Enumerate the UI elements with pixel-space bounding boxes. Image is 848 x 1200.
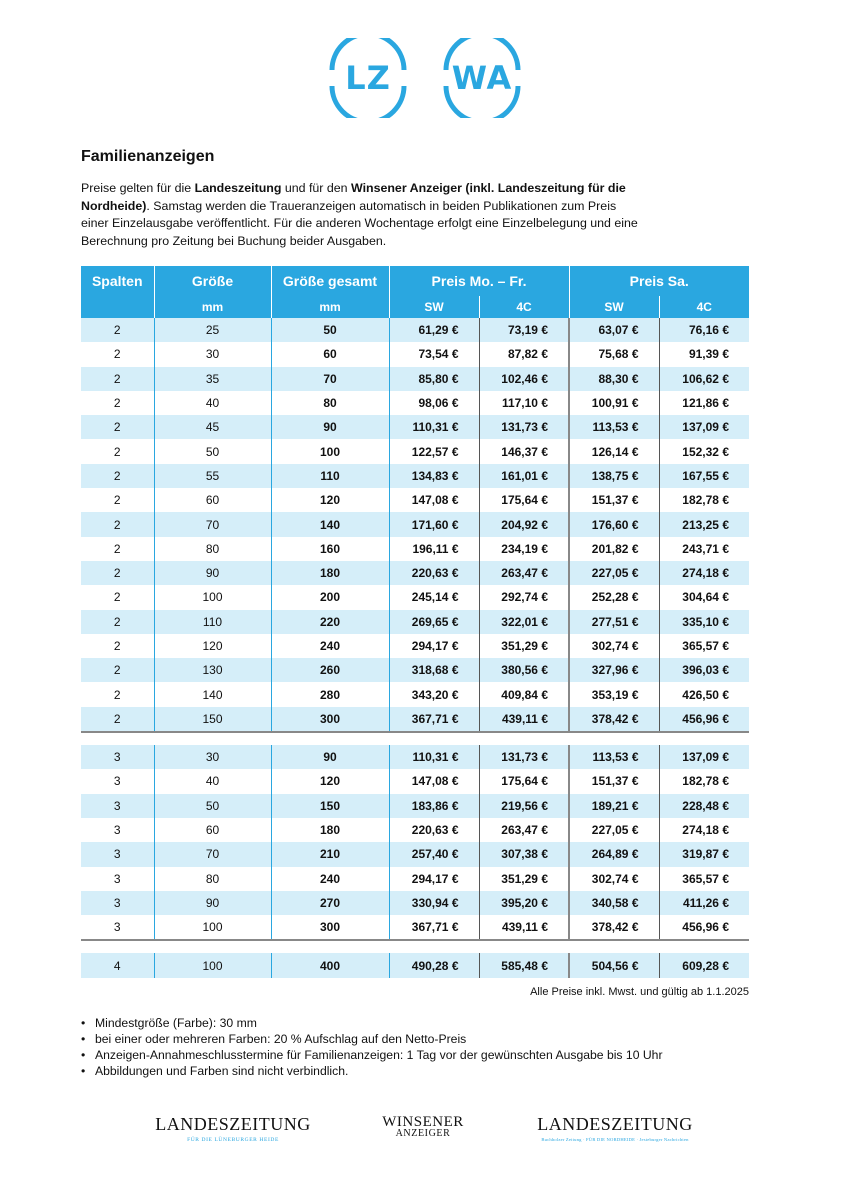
- cell-groesse: 40: [154, 769, 271, 793]
- table-row: [81, 915, 749, 940]
- cell-mofr-sw: 490,28 €: [389, 953, 479, 977]
- subheader-4c: 4C: [479, 296, 569, 318]
- table-row: [81, 367, 749, 391]
- table-row: [81, 842, 749, 866]
- cell-sa-4c: 365,57 €: [659, 867, 749, 891]
- list-item: • Abbildungen und Farben sind nicht verbindlich.: [81, 1063, 663, 1079]
- cell-sa-4c: 167,55 €: [659, 464, 749, 488]
- cell-mofr-4c: 117,10 €: [479, 391, 569, 415]
- footer-logo-subtitle: Buchholzer Zeitung · FÜR DIE NORDHEIDE · Jesteburger Nachrichten: [541, 1137, 689, 1142]
- cell-sa-sw: 264,89 €: [569, 842, 659, 866]
- cell-spalten: 2: [81, 464, 154, 488]
- header-preis-sa: Preis Sa.: [569, 266, 749, 296]
- table-row: [81, 585, 749, 609]
- table-row: [81, 610, 749, 634]
- cell-sa-sw: 113,53 €: [569, 745, 659, 769]
- table-row: [81, 512, 749, 536]
- cell-sa-4c: 396,03 €: [659, 658, 749, 682]
- cell-mofr-4c: 380,56 €: [479, 658, 569, 682]
- table-row: [81, 439, 749, 463]
- cell-groesse: 50: [154, 794, 271, 818]
- subheader-sw: SW: [569, 296, 659, 318]
- list-item: • Mindestgröße (Farbe): 30 mm: [81, 1015, 663, 1031]
- cell-sa-sw: 378,42 €: [569, 915, 659, 940]
- cell-mofr-4c: 175,64 €: [479, 488, 569, 512]
- subheader-4c: 4C: [659, 296, 749, 318]
- cell-groesse-gesamt: 300: [271, 707, 389, 732]
- footer-logo-landeszeitung-nordheide: [530, 1114, 700, 1142]
- footer-logo-title: WINSENER: [382, 1114, 464, 1130]
- cell-mofr-sw: 147,08 €: [389, 769, 479, 793]
- footer-logo-subtitle: FÜR DIE LÜNEBURGER HEIDE: [187, 1137, 279, 1143]
- cell-sa-sw: 327,96 €: [569, 658, 659, 682]
- cell-mofr-4c: 146,37 €: [479, 439, 569, 463]
- cell-groesse-gesamt: 70: [271, 367, 389, 391]
- footer-logo-subtitle: ANZEIGER: [395, 1128, 451, 1139]
- subheader-mm: mm: [154, 296, 271, 318]
- cell-sa-sw: 63,07 €: [569, 318, 659, 342]
- cell-groesse: 55: [154, 464, 271, 488]
- cell-groesse-gesamt: 240: [271, 634, 389, 658]
- cell-mofr-sw: 196,11 €: [389, 537, 479, 561]
- cell-sa-4c: 76,16 €: [659, 318, 749, 342]
- cell-mofr-4c: 161,01 €: [479, 464, 569, 488]
- cell-groesse: 110: [154, 610, 271, 634]
- cell-mofr-4c: 351,29 €: [479, 634, 569, 658]
- cell-groesse-gesamt: 180: [271, 818, 389, 842]
- cell-groesse: 100: [154, 585, 271, 609]
- cell-groesse: 150: [154, 707, 271, 732]
- cell-mofr-sw: 330,94 €: [389, 891, 479, 915]
- cell-spalten: 2: [81, 512, 154, 536]
- cell-mofr-4c: 263,47 €: [479, 561, 569, 585]
- cell-mofr-4c: 307,38 €: [479, 842, 569, 866]
- cell-mofr-sw: 367,71 €: [389, 707, 479, 732]
- cell-groesse-gesamt: 270: [271, 891, 389, 915]
- cell-spalten: 3: [81, 867, 154, 891]
- lz-logo-text: LZ: [345, 59, 391, 97]
- cell-groesse-gesamt: 90: [271, 415, 389, 439]
- cell-groesse: 30: [154, 745, 271, 769]
- cell-groesse: 80: [154, 867, 271, 891]
- cell-spalten: 2: [81, 537, 154, 561]
- cell-mofr-4c: 585,48 €: [479, 953, 569, 977]
- list-item: • bei einer oder mehreren Farben: 20 % Aufschlag auf den Netto-Preis: [81, 1031, 663, 1047]
- cell-sa-sw: 100,91 €: [569, 391, 659, 415]
- cell-mofr-sw: 85,80 €: [389, 367, 479, 391]
- cell-mofr-4c: 439,11 €: [479, 707, 569, 732]
- cell-mofr-sw: 269,65 €: [389, 610, 479, 634]
- intro-part: und für den: [281, 181, 351, 195]
- cell-spalten: 2: [81, 488, 154, 512]
- intro-text: [81, 180, 641, 250]
- cell-sa-4c: 182,78 €: [659, 769, 749, 793]
- cell-sa-sw: 252,28 €: [569, 585, 659, 609]
- wa-logo: [440, 38, 524, 118]
- cell-groesse-gesamt: 90: [271, 745, 389, 769]
- logo-bar: [0, 38, 848, 118]
- cell-sa-4c: 274,18 €: [659, 818, 749, 842]
- cell-sa-sw: 75,68 €: [569, 342, 659, 366]
- table-row: [81, 794, 749, 818]
- subheader-sw: SW: [389, 296, 479, 318]
- group-separator-cell: [81, 940, 749, 953]
- cell-mofr-4c: 131,73 €: [479, 415, 569, 439]
- cell-spalten: 2: [81, 342, 154, 366]
- cell-mofr-4c: 395,20 €: [479, 891, 569, 915]
- cell-groesse-gesamt: 120: [271, 488, 389, 512]
- cell-groesse-gesamt: 220: [271, 610, 389, 634]
- cell-groesse: 130: [154, 658, 271, 682]
- cell-groesse-gesamt: 240: [271, 867, 389, 891]
- cell-spalten: 3: [81, 915, 154, 940]
- cell-mofr-4c: 87,82 €: [479, 342, 569, 366]
- cell-sa-4c: 91,39 €: [659, 342, 749, 366]
- cell-groesse: 140: [154, 682, 271, 706]
- cell-mofr-4c: 131,73 €: [479, 745, 569, 769]
- cell-mofr-sw: 171,60 €: [389, 512, 479, 536]
- cell-groesse-gesamt: 60: [271, 342, 389, 366]
- wa-logo-text: WA: [451, 59, 513, 97]
- cell-groesse-gesamt: 80: [271, 391, 389, 415]
- cell-mofr-4c: 234,19 €: [479, 537, 569, 561]
- cell-mofr-4c: 351,29 €: [479, 867, 569, 891]
- cell-groesse-gesamt: 400: [271, 953, 389, 977]
- table-row: [81, 634, 749, 658]
- cell-sa-sw: 151,37 €: [569, 769, 659, 793]
- cell-sa-4c: 319,87 €: [659, 842, 749, 866]
- group-separator: [81, 940, 749, 953]
- cell-spalten: 3: [81, 818, 154, 842]
- cell-mofr-sw: 220,63 €: [389, 561, 479, 585]
- cell-groesse: 70: [154, 842, 271, 866]
- cell-mofr-4c: 292,74 €: [479, 585, 569, 609]
- lz-logo: [326, 38, 410, 118]
- cell-groesse-gesamt: 210: [271, 842, 389, 866]
- cell-spalten: 2: [81, 634, 154, 658]
- intro-part: . Samstag werden die Traueranzeigen automatisch in beiden Publikationen zum Preis einer Einzelausgabe veröffentlicht. Für die anderen Wochentage erfolgt eine Einzelbelegung und eine Berechnung pro Zeitung bei Buchung beider Ausgaben.: [81, 198, 638, 248]
- footer-logo-title: LANDESZEITUNG: [155, 1114, 311, 1134]
- cell-mofr-sw: 294,17 €: [389, 867, 479, 891]
- table-row: [81, 682, 749, 706]
- cell-mofr-sw: 61,29 €: [389, 318, 479, 342]
- cell-sa-sw: 340,58 €: [569, 891, 659, 915]
- cell-mofr-4c: 409,84 €: [479, 682, 569, 706]
- cell-mofr-sw: 257,40 €: [389, 842, 479, 866]
- cell-mofr-sw: 147,08 €: [389, 488, 479, 512]
- table-row: [81, 318, 749, 342]
- intro-bold-lz: Landeszeitung: [194, 181, 282, 195]
- cell-sa-4c: 609,28 €: [659, 953, 749, 977]
- cell-groesse-gesamt: 110: [271, 464, 389, 488]
- cell-mofr-sw: 110,31 €: [389, 745, 479, 769]
- price-table: [81, 266, 749, 978]
- cell-sa-sw: 151,37 €: [569, 488, 659, 512]
- cell-sa-sw: 176,60 €: [569, 512, 659, 536]
- cell-spalten: 2: [81, 439, 154, 463]
- cell-groesse: 30: [154, 342, 271, 366]
- cell-groesse: 60: [154, 818, 271, 842]
- footer-logo-winsener: [370, 1114, 476, 1139]
- cell-groesse-gesamt: 120: [271, 769, 389, 793]
- cell-sa-sw: 277,51 €: [569, 610, 659, 634]
- header-groesse: Größe: [154, 266, 271, 296]
- cell-sa-sw: 227,05 €: [569, 561, 659, 585]
- cell-sa-4c: 365,57 €: [659, 634, 749, 658]
- intro-part: Preise gelten für die: [81, 181, 195, 195]
- cell-mofr-4c: 175,64 €: [479, 769, 569, 793]
- cell-mofr-4c: 73,19 €: [479, 318, 569, 342]
- cell-sa-4c: 274,18 €: [659, 561, 749, 585]
- cell-mofr-sw: 183,86 €: [389, 794, 479, 818]
- cell-groesse: 120: [154, 634, 271, 658]
- header-spalten: Spalten: [81, 266, 154, 296]
- cell-groesse-gesamt: 100: [271, 439, 389, 463]
- cell-spalten: 2: [81, 561, 154, 585]
- cell-sa-sw: 189,21 €: [569, 794, 659, 818]
- cell-mofr-4c: 263,47 €: [479, 818, 569, 842]
- cell-spalten: 2: [81, 415, 154, 439]
- cell-groesse: 60: [154, 488, 271, 512]
- table-row: [81, 867, 749, 891]
- cell-spalten: 3: [81, 745, 154, 769]
- header-groesse-gesamt: Größe gesamt: [271, 266, 389, 296]
- cell-mofr-sw: 318,68 €: [389, 658, 479, 682]
- cell-groesse: 80: [154, 537, 271, 561]
- table-row: [81, 745, 749, 769]
- group-separator-cell: [81, 732, 749, 745]
- cell-spalten: 2: [81, 610, 154, 634]
- list-item: • Anzeigen-Annahmeschlusstermine für Familienanzeigen: 1 Tag vor der gewünschten Ausgabe bis 10 Uhr: [81, 1047, 663, 1063]
- cell-sa-4c: 137,09 €: [659, 745, 749, 769]
- group-separator: [81, 732, 749, 745]
- cell-sa-sw: 88,30 €: [569, 367, 659, 391]
- cell-mofr-sw: 73,54 €: [389, 342, 479, 366]
- cell-sa-sw: 302,74 €: [569, 867, 659, 891]
- subheader-mm: mm: [271, 296, 389, 318]
- cell-sa-sw: 201,82 €: [569, 537, 659, 561]
- cell-mofr-sw: 110,31 €: [389, 415, 479, 439]
- cell-sa-sw: 113,53 €: [569, 415, 659, 439]
- cell-mofr-4c: 102,46 €: [479, 367, 569, 391]
- cell-spalten: 3: [81, 769, 154, 793]
- cell-mofr-sw: 294,17 €: [389, 634, 479, 658]
- cell-mofr-sw: 367,71 €: [389, 915, 479, 940]
- cell-spalten: 3: [81, 842, 154, 866]
- cell-sa-sw: 138,75 €: [569, 464, 659, 488]
- cell-spalten: 2: [81, 391, 154, 415]
- price-table-body: [81, 318, 749, 978]
- cell-spalten: 3: [81, 794, 154, 818]
- cell-sa-sw: 378,42 €: [569, 707, 659, 732]
- cell-sa-4c: 182,78 €: [659, 488, 749, 512]
- cell-sa-4c: 426,50 €: [659, 682, 749, 706]
- footer-logo-landeszeitung: [150, 1114, 316, 1143]
- cell-sa-sw: 302,74 €: [569, 634, 659, 658]
- cell-sa-4c: 243,71 €: [659, 537, 749, 561]
- cell-groesse: 100: [154, 953, 271, 977]
- table-row: [81, 415, 749, 439]
- cell-mofr-4c: 219,56 €: [479, 794, 569, 818]
- cell-sa-4c: 152,32 €: [659, 439, 749, 463]
- table-row: [81, 464, 749, 488]
- footer-logo-title: LANDESZEITUNG: [537, 1114, 693, 1134]
- cell-mofr-sw: 98,06 €: [389, 391, 479, 415]
- cell-groesse-gesamt: 160: [271, 537, 389, 561]
- cell-groesse: 90: [154, 891, 271, 915]
- table-row: [81, 342, 749, 366]
- cell-sa-4c: 456,96 €: [659, 707, 749, 732]
- footer-logos: [0, 1114, 848, 1154]
- cell-sa-4c: 137,09 €: [659, 415, 749, 439]
- cell-spalten: 2: [81, 367, 154, 391]
- cell-groesse: 25: [154, 318, 271, 342]
- cell-sa-sw: 227,05 €: [569, 818, 659, 842]
- cell-groesse: 100: [154, 915, 271, 940]
- cell-mofr-4c: 439,11 €: [479, 915, 569, 940]
- table-row: [81, 891, 749, 915]
- header-preis-mofr: Preis Mo. – Fr.: [389, 266, 569, 296]
- cell-spalten: 2: [81, 658, 154, 682]
- cell-sa-sw: 353,19 €: [569, 682, 659, 706]
- cell-groesse-gesamt: 260: [271, 658, 389, 682]
- cell-groesse-gesamt: 300: [271, 915, 389, 940]
- table-row: [81, 488, 749, 512]
- cell-spalten: 4: [81, 953, 154, 977]
- cell-groesse: 45: [154, 415, 271, 439]
- cell-sa-sw: 126,14 €: [569, 439, 659, 463]
- cell-spalten: 2: [81, 585, 154, 609]
- cell-mofr-sw: 134,83 €: [389, 464, 479, 488]
- cell-mofr-sw: 343,20 €: [389, 682, 479, 706]
- table-row: [81, 769, 749, 793]
- cell-groesse-gesamt: 200: [271, 585, 389, 609]
- cell-sa-4c: 228,48 €: [659, 794, 749, 818]
- table-row: [81, 707, 749, 732]
- cell-groesse-gesamt: 50: [271, 318, 389, 342]
- cell-mofr-4c: 204,92 €: [479, 512, 569, 536]
- cell-groesse-gesamt: 150: [271, 794, 389, 818]
- cell-spalten: 2: [81, 682, 154, 706]
- cell-mofr-sw: 122,57 €: [389, 439, 479, 463]
- cell-sa-4c: 335,10 €: [659, 610, 749, 634]
- table-row: [81, 537, 749, 561]
- subheader-empty: [81, 296, 154, 318]
- table-row: [81, 818, 749, 842]
- cell-sa-4c: 304,64 €: [659, 585, 749, 609]
- cell-mofr-sw: 220,63 €: [389, 818, 479, 842]
- cell-groesse-gesamt: 280: [271, 682, 389, 706]
- cell-mofr-sw: 245,14 €: [389, 585, 479, 609]
- cell-groesse: 70: [154, 512, 271, 536]
- cell-sa-4c: 121,86 €: [659, 391, 749, 415]
- cell-groesse-gesamt: 180: [271, 561, 389, 585]
- cell-groesse: 40: [154, 391, 271, 415]
- cell-sa-4c: 213,25 €: [659, 512, 749, 536]
- cell-spalten: 3: [81, 891, 154, 915]
- cell-sa-4c: 106,62 €: [659, 367, 749, 391]
- cell-sa-4c: 411,26 €: [659, 891, 749, 915]
- cell-sa-4c: 456,96 €: [659, 915, 749, 940]
- table-row: [81, 953, 749, 977]
- cell-groesse-gesamt: 140: [271, 512, 389, 536]
- page-title: Familienanzeigen: [81, 148, 215, 165]
- cell-groesse: 90: [154, 561, 271, 585]
- price-note: Alle Preise inkl. Mwst. und gültig ab 1.1.2025: [530, 986, 749, 998]
- table-row: [81, 391, 749, 415]
- intro-bold-wa: Winsener Anzeiger (inkl. Landeszeitung für die Nordheide): [81, 181, 626, 213]
- cell-groesse: 50: [154, 439, 271, 463]
- cell-groesse: 35: [154, 367, 271, 391]
- cell-mofr-4c: 322,01 €: [479, 610, 569, 634]
- table-row: [81, 561, 749, 585]
- cell-spalten: 2: [81, 318, 154, 342]
- cell-spalten: 2: [81, 707, 154, 732]
- cell-sa-sw: 504,56 €: [569, 953, 659, 977]
- info-list: [81, 1015, 663, 1079]
- table-row: [81, 658, 749, 682]
